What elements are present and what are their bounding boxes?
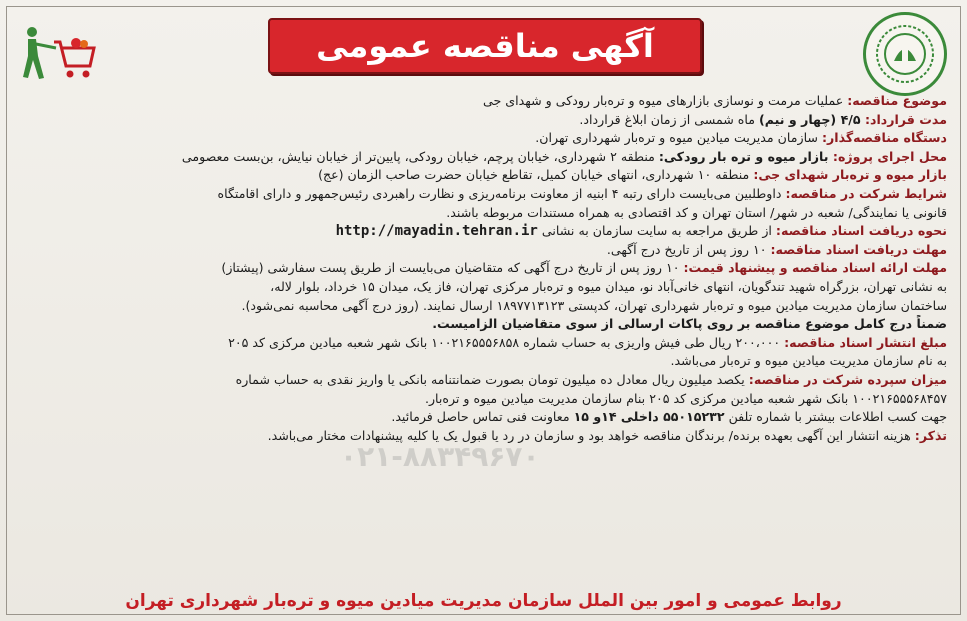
line-emphasis: ضمناً درج کامل موضوع مناقصه بر روی پاکات ارسالی از سوی متقاضیان الزامیست. — [432, 316, 947, 332]
notice-line — [16, 241, 947, 260]
line-text: داوطلبین می‌بایست دارای رتبه ۴ ابنیه از معاونت برنامه‌ریزی و نظارت راهبردی رئیس‌جمهور و دارای اقامتگاه — [217, 185, 786, 201]
website-link[interactable]: http://mayadin.tehran.ir — [335, 223, 538, 240]
notice-line — [16, 129, 947, 148]
line-text: قانونی یا نمایندگی/ شعبه در شهر/ استان تهران و کد اقتصادی به همراه مستندات مربوطه باشند. — [446, 204, 947, 220]
line-text: ماه شمسی از زمان ابلاغ قرارداد. — [579, 111, 759, 127]
notice-line — [16, 204, 947, 223]
shopping-cart-person-icon — [16, 22, 96, 82]
notice-line — [16, 334, 947, 353]
line-heading: مهلت دریافت اسناد مناقصه: — [770, 241, 947, 257]
line-text: از طریق مراجعه به سایت سازمان به نشانی — [537, 223, 776, 239]
line-text-continued: معاونت فنی تماس حاصل فرمائید. — [391, 409, 574, 425]
page-title: آگهی مناقصه عمومی — [268, 18, 702, 74]
header — [0, 8, 967, 88]
line-text: به نشانی تهران، بزرگراه شهید تندگویان، انتهای خانی‌آباد نو، میدان میوه و تره‌بار مرکزی تهران، فاز یک، میدان ۱۵ خرداد، بلوار لاله، — [270, 278, 947, 294]
line-text: ۱۰ روز پس از تاریخ درج آگهی. — [606, 241, 771, 257]
line-text: ۲۰۰،۰۰۰ ریال طی فیش واریزی به حساب شماره ۱۰۰۲۱۶۵۵۵۶۸۵۸ بانک شهر شعبه میادین مرکزی کد ۲۰۵ — [228, 334, 785, 350]
notice-line — [16, 185, 947, 204]
line-heading: میزان سپرده شرکت در مناقصه: — [748, 371, 947, 387]
footer-signature: روابط عمومی و امور بین الملل سازمان مدیریت میادین میوه و تره‌بار شهرداری تهران — [125, 591, 842, 611]
line-heading: نحوه دریافت اسناد مناقصه: — [775, 223, 947, 239]
line-heading: موضوع مناقصه: — [847, 93, 947, 108]
notice-line — [16, 297, 947, 316]
line-text: منطقه ۲ شهرداری، خیابان پرچم، خیابان رودکی، پایین‌تر از خیابان نیایش، بن‌بست معصومی — [181, 148, 659, 164]
notice-line — [16, 371, 947, 390]
line-heading: دستگاه مناقصه‌گذار: — [821, 130, 947, 146]
notice-line — [16, 408, 947, 427]
line-heading: بازار میوه و تره‌بار شهدای جی: — [753, 167, 947, 183]
notice-line — [16, 352, 947, 371]
notice-line — [16, 111, 947, 130]
watermark: ۰۲۱-۸۸۳۴۹۶۷۰ — [340, 440, 540, 473]
line-text: ۱۰ روز پس از تاریخ درج آگهی که متقاضیان می‌بایست از طریق پست سفارشی (پیشتاز) — [221, 260, 684, 276]
notice-body — [16, 92, 947, 445]
line-text: ساختمان سازمان مدیریت میادین میوه و تره‌بار شهرداری تهران، کدپستی ۱۸۹۷۷۱۳۱۲۳ ارسال نمایند. (روز درج آگهی محاسبه نمی‌شود). — [241, 297, 947, 313]
notice-line — [16, 278, 947, 297]
line-text: جهت کسب اطلاعات بیشتر با شماره تلفن — [724, 409, 947, 425]
line-heading: مهلت ارائه اسناد مناقصه و پیشنهاد قیمت: — [683, 260, 947, 276]
notice-line — [16, 259, 947, 278]
line-heading: محل اجرای پروژه: — [832, 148, 947, 164]
line-text: هزینه انتشار این آگهی بعهده برنده/ برندگان مناقصه خواهد بود و سازمان در رد یا قبول یک یا کلیه پیشنهادات مختار می‌باشد. — [267, 427, 915, 443]
notice-line — [16, 390, 947, 409]
line-heading: شرایط شرکت در مناقصه: — [785, 185, 947, 201]
line-text: یکصد میلیون ریال معادل ده میلیون تومان بصورت ضمانتنامه بانکی یا واریز نقدی به حساب شماره — [235, 371, 749, 387]
notice-line — [16, 315, 947, 334]
line-text: عملیات مرمت و نوسازی بازارهای میوه و تره‌بار رودکی و شهدای جی — [483, 93, 848, 108]
tehran-municipality-seal-icon — [863, 12, 947, 96]
line-heading: مدت قرارداد: — [864, 111, 947, 127]
line-text: سازمان مدیریت میادین میوه و تره‌بار شهرداری تهران. — [535, 130, 822, 146]
line-heading: مبلغ انتشار اسناد مناقصه: — [784, 334, 947, 350]
notice-line — [16, 148, 947, 167]
notice-line — [16, 222, 947, 241]
line-text: منطقه ۱۰ شهرداری، انتهای خیابان کمیل، تقاطع خیابان حضرت صاحب الزمان (عج) — [318, 167, 754, 183]
line-emphasis: ۴/۵ (چهار و نیم) — [758, 111, 865, 127]
line-heading: تذکر: — [914, 427, 947, 443]
line-emphasis: بازار میوه و تره بار رودکی: — [658, 148, 833, 164]
line-text: ۱۰۰۲۱۶۵۵۵۶۸۴۵۷ بانک شهر شعبه میادین مرکزی کد ۲۰۵ بنام سازمان مدیریت میادین میوه و تره‌بار. — [424, 390, 947, 406]
notice-line — [16, 166, 947, 185]
line-text: به نام سازمان مدیریت میادین میوه و تره‌بار می‌باشد. — [670, 353, 947, 369]
notice-line — [16, 92, 947, 111]
line-emphasis: ۵۵۰۱۵۲۳۲ داخلی ۱۴و ۱۵ — [573, 409, 725, 425]
